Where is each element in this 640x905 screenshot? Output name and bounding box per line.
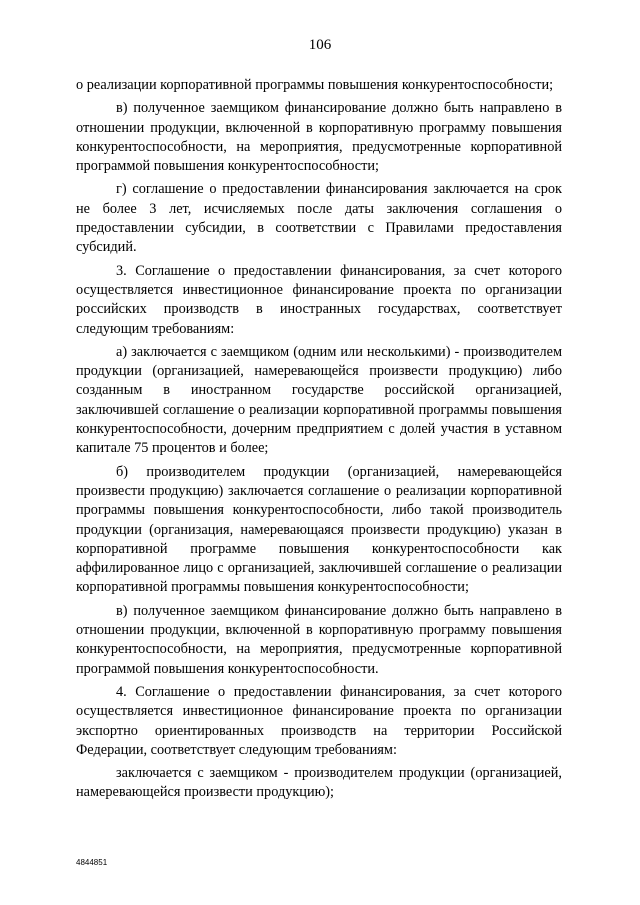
paragraph-item-v-2: в) полученное заемщиком финансирование должно быть направлено в отношении продукции, включенной в корпоративную программу повышения конкурентоспособности, на мероприятия, предусмотренные корпоративной программой повышения конкурентоспособности.	[76, 602, 562, 677]
paragraph-requirement: заключается с заемщиком - производителем продукции (организацией, намеревающейся произвести продукцию);	[76, 765, 562, 801]
paragraph-item-v: в) полученное заемщиком финансирование должно быть направлено в отношении продукции, включенной в корпоративную программу повышения конкурентоспособности, на мероприятия, предусмотренные корпоративной программой повышения конкурентоспособности;	[76, 100, 562, 175]
paragraph-continuation: о реализации корпоративной программы повышения конкурентоспособности;	[76, 77, 554, 93]
document-body	[76, 76, 562, 807]
paragraph-item-a: а) заключается с заемщиком (одним или несколькими) - производителем продукции (организацией, намеревающейся произвести продукцию) либо созданным в иностранном государстве российской организацией, заключившей соглашение о реализации корпоративной программы повышения конкурентоспособности, дочерним предприятием с долей участия в уставном капитале 75 процентов и более;	[76, 343, 562, 457]
document-code: 4844851	[76, 858, 108, 867]
paragraph-section-3: 3. Соглашение о предоставлении финансирования, за счет которого осуществляется инвестиционное финансирование проекта по организации российских производств в иностранных государствах, соответствует следующим требованиям:	[76, 262, 562, 337]
paragraph-section-4: 4. Соглашение о предоставлении финансирования, за счет которого осуществляется инвестиционное финансирование проекта по организации экспортно ориентированных производств на территории Российской Федерации, соответствует следующим требованиям:	[76, 683, 562, 758]
paragraph-item-g: г) соглашение о предоставлении финансирования заключается на срок не более 3 лет, исчисляемых после даты заключения соглашения о предоставлении субсидии, в соответствии с Правилами предоставления субсидий.	[76, 181, 562, 256]
paragraph-item-b: б) производителем продукции (организацией, намеревающейся произвести продукцию) заключается соглашение о реализации корпоративной программы повышения конкурентоспособности, либо такой производитель продукции (организация, намеревающаяся произвести продукцию) указан в корпоративной программе повышения конкурентоспособности как аффилированное лицо с организацией, заключившей соглашение о реализации корпоративной программы повышения конкурентоспособности;	[76, 463, 562, 596]
page-number: 106	[308, 37, 332, 53]
